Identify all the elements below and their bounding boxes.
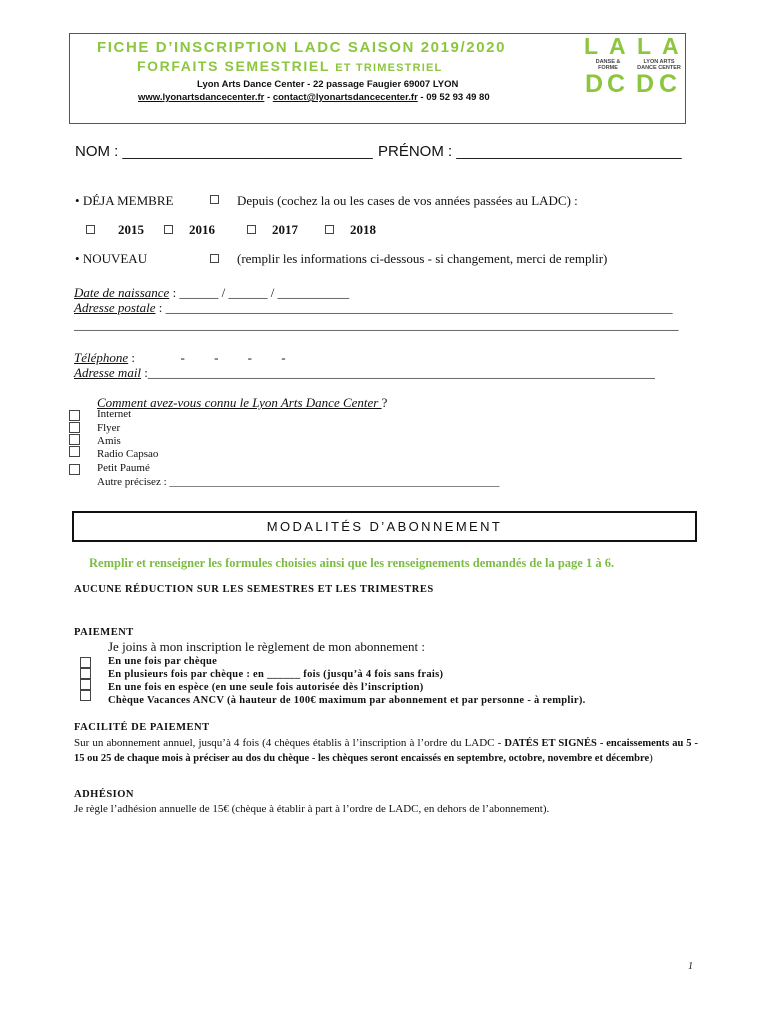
nouveau-label: NOUVEAU (82, 251, 148, 266)
mail-value: :______________________________________________________________________________ (141, 365, 655, 380)
logo-letter: C (659, 70, 678, 98)
nouveau-item: • NOUVEAU (75, 251, 148, 266)
telephone-field[interactable] (74, 350, 286, 366)
mail-label: Adresse mail (74, 365, 142, 380)
facilite-text-end: ) (649, 752, 653, 764)
facilite-text (74, 736, 698, 766)
form-title: FICHE D’INSCRIPTION LADC SAISON 2019/2020 (97, 39, 507, 56)
email-link[interactable]: contact@lyonartsdancecenter.fr (272, 92, 418, 103)
logo-letter: A (662, 33, 679, 59)
paiement-intro: Je joins à mon inscription le règlement de mon abonnement : (108, 639, 425, 654)
ladc-logo (584, 33, 684, 99)
source-checkbox-internet[interactable] (69, 410, 80, 421)
depuis-text: Depuis (cochez la ou les cases de vos années passées au LADC) : (237, 193, 578, 208)
naissance-field[interactable] (74, 285, 349, 301)
logo-letter: L (637, 33, 652, 59)
paiement-option-cheque: En une fois par chèque (108, 656, 218, 667)
form-subtitle (137, 58, 442, 74)
source-checkbox-amis[interactable] (69, 434, 80, 445)
year-2015-checkbox[interactable] (86, 225, 95, 234)
telephone-label: Téléphone (74, 350, 129, 365)
paiement-checkbox-ancv[interactable] (80, 690, 91, 701)
adresse-line-2[interactable]: _____________________________________________________________________________________________ (74, 317, 679, 332)
logo-letter: D (636, 70, 655, 98)
modalites-instruction: Remplir et renseigner les formules choisies ainsi que les renseignements demandés de la page 1 à 6. (89, 556, 615, 570)
no-reduction-text: AUCUNE RÉDUCTION SUR LES SEMESTRES ET LES TRIMESTRES (74, 584, 434, 595)
paiement-option-plusieurs: En plusieurs fois par chèque : en ______ fois (jusqu’à 4 fois sans frais) (108, 669, 444, 680)
source-question (97, 395, 387, 411)
adhesion-text: Je règle l’adhésion annuelle de 15€ (chèque à établir à part à l’ordre de LADC, en dehors de l’abonnement). (74, 803, 550, 815)
source-option-autre[interactable]: Autre précisez : ____________________________________________________________ (97, 476, 500, 488)
mail-field[interactable] (74, 365, 655, 381)
subtitle-small: ET TRIMESTRIEL (335, 62, 443, 74)
year-2017-label: 2017 (272, 222, 298, 237)
deja-membre-label: DÉJA MEMBRE (82, 193, 174, 208)
nouveau-checkbox[interactable] (210, 254, 219, 263)
nom-field[interactable]: NOM : ______________________________ (75, 143, 373, 160)
paiement-checkbox-espece[interactable] (80, 679, 91, 690)
naissance-value: : ______ / ______ / ___________ (169, 285, 350, 300)
contact-separator: - (264, 92, 273, 103)
logo-sub-right: LYON ARTS DANCE CENTER (637, 59, 681, 71)
paiement-option-espece: En une fois en espèce (en une seule fois autorisée dès l’inscription) (108, 682, 424, 693)
subtitle-main: FORFAITS SEMESTRIEL (137, 58, 330, 74)
adresse-label: Adresse postale (74, 300, 156, 315)
deja-membre-checkbox[interactable] (210, 195, 219, 204)
nouveau-note: (remplir les informations ci-dessous - si changement, merci de remplir) (237, 251, 608, 266)
paiement-title: PAIEMENT (74, 627, 134, 638)
modalites-title: MODALITÉS D’ABONNEMENT (266, 519, 503, 534)
facilite-text-plain: Sur un abonnement annuel, jusqu’à 4 fois (4 chèques établis à l’inscription à l’ordre du LADC - (74, 737, 505, 749)
naissance-label: Date de naissance (74, 285, 170, 300)
logo-letter: C (607, 70, 626, 98)
adhesion-title: ADHÉSION (74, 789, 135, 800)
source-option-flyer: Flyer (97, 422, 121, 434)
header-contact (138, 92, 490, 103)
header-phone: - 09 52 93 49 80 (417, 92, 490, 103)
year-2018-checkbox[interactable] (325, 225, 334, 234)
deja-membre-item: • DÉJA MEMBRE (75, 193, 174, 208)
paiement-checkbox-cheque[interactable] (80, 657, 91, 668)
adresse-value: : ______________________________________________________________________________ (155, 300, 673, 315)
source-option-internet: Internet (97, 408, 132, 420)
source-checkbox-radio[interactable] (69, 446, 80, 457)
year-2017-checkbox[interactable] (247, 225, 256, 234)
source-option-amis: Amis (97, 435, 121, 447)
website-link[interactable]: www.lyonartsdancecenter.fr (138, 92, 265, 103)
logo-letter: A (609, 33, 626, 59)
prenom-field[interactable]: PRÉNOM : ___________________________ (378, 143, 682, 160)
facilite-title: FACILITÉ DE PAIEMENT (74, 722, 210, 733)
facilite-text-bold: DATÉS ET SIGNÉS - encaissements au 5 - 15 ou 25 de chaque mois à préciser au dos du chèque - les chèques seront encaissés en septembre, octobre, novembre et décembre (74, 738, 698, 764)
source-option-petit-paume: Petit Paumé (97, 462, 150, 474)
telephone-value: : - - - - (128, 350, 286, 365)
adresse-field[interactable] (74, 300, 673, 316)
logo-letter: L (584, 33, 599, 59)
source-checkbox-flyer[interactable] (69, 422, 80, 433)
year-2016-checkbox[interactable] (164, 225, 173, 234)
source-option-radio: Radio Capsao (97, 448, 159, 460)
year-2016-label: 2016 (189, 222, 215, 237)
logo-sub-left: DANSE & FORME (595, 59, 621, 71)
year-2018-label: 2018 (350, 222, 376, 237)
paiement-checkbox-plusieurs[interactable] (80, 668, 91, 679)
page-number: 1 (688, 961, 693, 972)
source-question-end: ? (381, 395, 388, 410)
source-question-text: Comment avez-vous connu le Lyon Arts Dance Center (97, 395, 382, 410)
paiement-option-ancv: Chèque Vacances ANCV (à hauteur de 100€ maximum par abonnement et par personne - à remplir). (108, 695, 586, 706)
source-checkbox-petit-paume[interactable] (69, 464, 80, 475)
logo-letter: D (585, 70, 604, 98)
year-2015-label: 2015 (118, 222, 144, 237)
header-address: Lyon Arts Dance Center - 22 passage Faugier 69007 LYON (197, 79, 459, 90)
